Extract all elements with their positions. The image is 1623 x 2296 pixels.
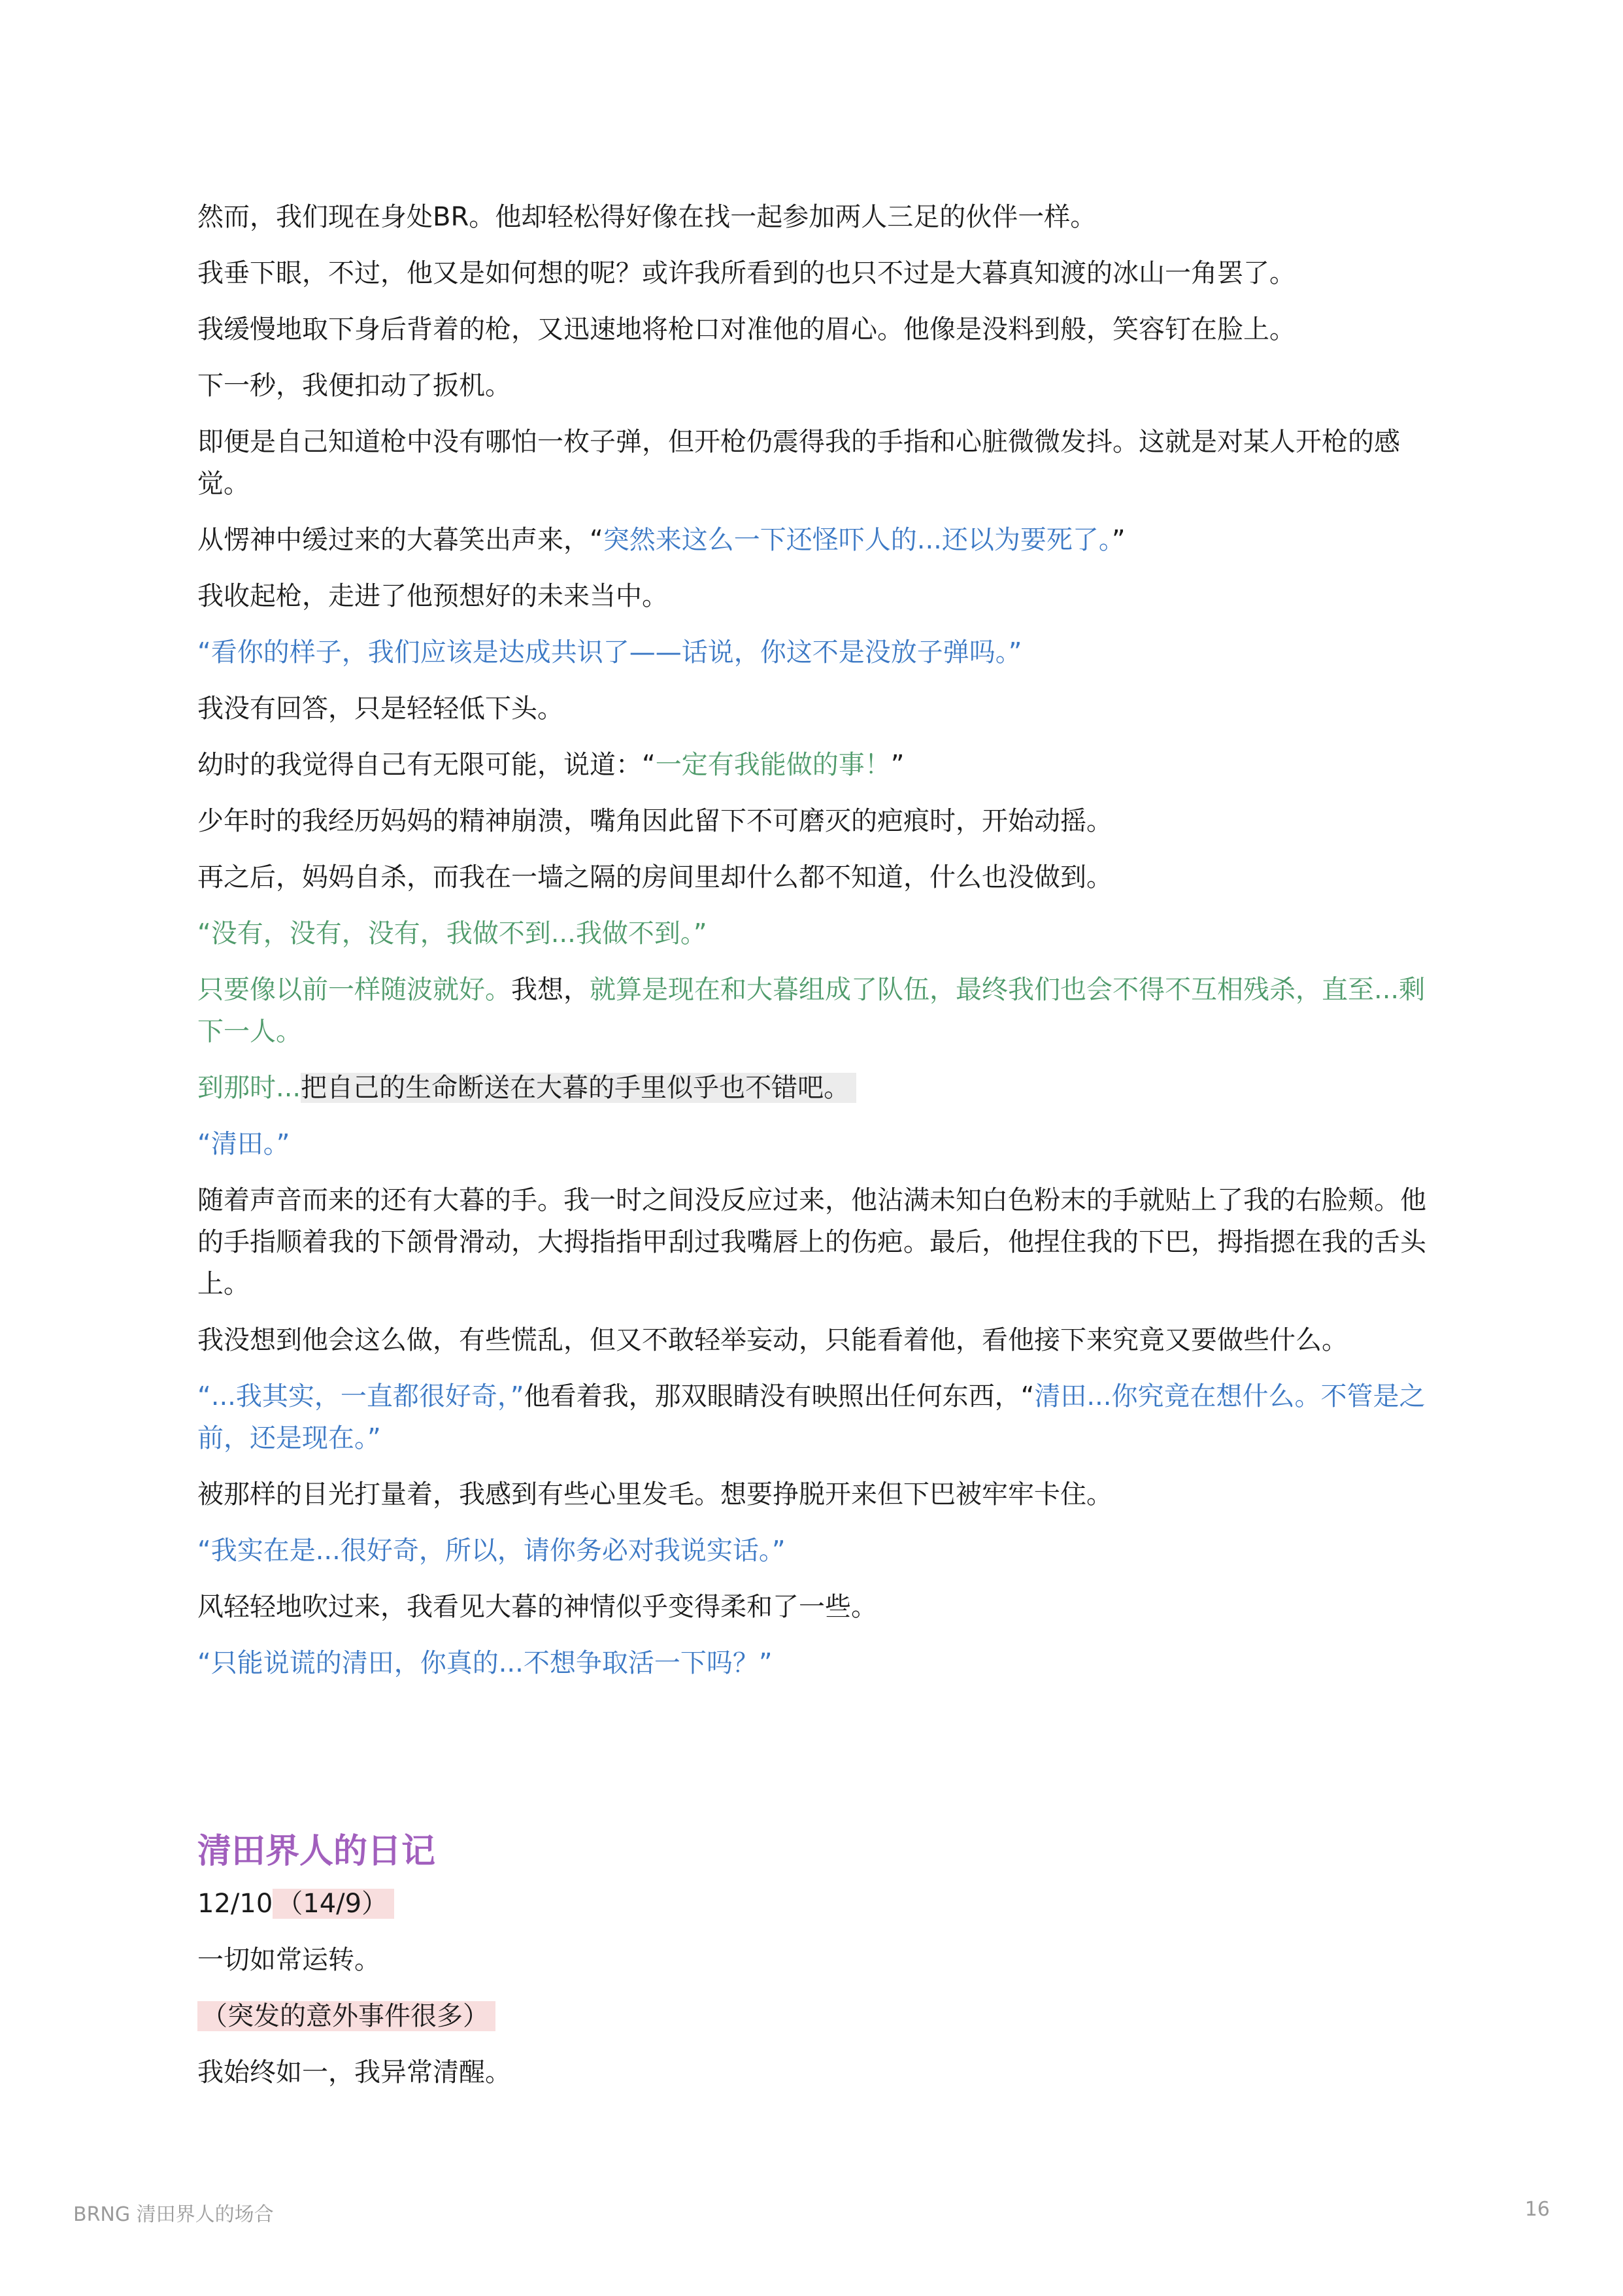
diary-line: 我始终如一，我异常清醒。	[197, 2057, 511, 2087]
dialogue-text: “我实在是...很好奇，所以，请你务必对我说实话。”	[197, 1536, 786, 1566]
story-paragraph	[197, 196, 1439, 238]
story-paragraph	[197, 309, 1439, 350]
narration-text: 即便是自己知道枪中没有哪怕一枚子弹，但开枪仍震得我的手指和心脏微微发抖。这就是对某人开枪的感觉。	[197, 427, 1400, 499]
story-paragraph	[197, 913, 1439, 954]
inner-thought-text: 就算是现在和大暮组成了队伍，最终我们也会不得不互相残杀，直至...剩下一人。	[197, 975, 1426, 1047]
diary-date: 12/10	[197, 1889, 273, 1919]
inner-thought-text: 只要像以前一样随波就好。	[197, 975, 511, 1005]
narration-text: 我收起枪，走进了他预想好的未来当中。	[197, 581, 668, 611]
story-paragraph	[197, 1179, 1439, 1305]
diary-date-note: （14/9）	[273, 1889, 394, 1919]
narration-text: 他看着我，那双眼睛没有映照出任何东西，“	[524, 1381, 1035, 1411]
story-paragraph	[197, 1319, 1439, 1361]
story-paragraph	[197, 800, 1439, 842]
dialogue-text: 清田...你究竟在想什么。不管是之前，还是现在。”	[197, 1381, 1426, 1453]
narration-text: ”	[1111, 525, 1126, 555]
story-paragraph	[197, 632, 1439, 673]
story-paragraph	[197, 1474, 1439, 1515]
narration-text: 然而，我们现在身处BR。他却轻松得好像在找一起参加两人三足的伙伴一样。	[197, 202, 1097, 232]
story-text	[197, 196, 1439, 1684]
footer-title: BRNG 清田界人的场合	[73, 2203, 274, 2226]
narration-text: 下一秒，我便扣动了扳机。	[197, 371, 511, 401]
narration-text: 我想，	[511, 975, 590, 1005]
story-paragraph	[197, 688, 1439, 730]
narration-text: 幼时的我觉得自己有无限可能，说道：“	[197, 750, 656, 780]
narration-text: 从愣神中缓过来的大暮笑出声来，“	[197, 525, 603, 555]
narration-text: 再之后，妈妈自杀，而我在一墙之隔的房间里却什么都不知道，什么也没做到。	[197, 862, 1113, 892]
narration-text: 我没想到他会这么做，有些慌乱，但又不敢轻举妄动，只能看着他，看他接下来究竟又要做些什么。	[197, 1325, 1348, 1355]
diary-note: （突发的意外事件很多）	[197, 2001, 495, 2031]
story-paragraph	[197, 1642, 1439, 1684]
dialogue-text: “...我其实，一直都很好奇，”	[197, 1381, 524, 1411]
narration-text: ”	[890, 750, 905, 780]
narration-text: 随着声音而来的还有大暮的手。我一时之间没反应过来，他沾满未知白色粉末的手就贴上了我的右脸颊。他的手指顺着我的下颌骨滑动，大拇指指甲刮过我嘴唇上的伤疤。最后，他捏住我的下巴，拇指摁在我的舌头上。	[197, 1185, 1426, 1299]
dialogue-text: “清田。”	[197, 1129, 290, 1159]
story-paragraph	[197, 969, 1439, 1053]
story-paragraph	[197, 1123, 1439, 1165]
diary-heading: 清田界人的日记	[197, 1832, 436, 1871]
story-paragraph	[197, 1586, 1439, 1628]
narration-text: 我垂下眼，不过，他又是如何想的呢？或许我所看到的也只不过是大暮真知渡的冰山一角罢了。	[197, 258, 1296, 288]
story-paragraph	[197, 365, 1439, 407]
diary-line-highlighted	[197, 1995, 1439, 2037]
dialogue-text: “看你的样子，我们应该是达成共识了——话说，你这不是没放子弹吗。”	[197, 637, 1022, 667]
story-paragraph	[197, 252, 1439, 294]
inner-thought-text: “没有，没有，没有，我做不到...我做不到。”	[197, 919, 707, 949]
story-paragraph	[197, 1067, 1439, 1109]
dialogue-text: “只能说谎的清田，你真的...不想争取活一下吗？”	[197, 1648, 773, 1678]
narration-text: 少年时的我经历妈妈的精神崩溃，嘴角因此留下不可磨灭的疤痕时，开始动摇。	[197, 806, 1113, 836]
story-paragraph	[197, 856, 1439, 898]
narration-text: 被那样的目光打量着，我感到有些心里发毛。想要挣脱开来但下巴被牢牢卡住。	[197, 1479, 1113, 1510]
story-paragraph	[197, 519, 1439, 561]
story-paragraph	[197, 1376, 1439, 1459]
inner-thought-text: 到那时...	[197, 1073, 301, 1103]
diary-line: 一切如常运转。	[197, 1945, 380, 1975]
dialogue-text: 突然来这么一下还怪吓人的...还以为要死了。	[603, 525, 1112, 555]
story-paragraph	[197, 744, 1439, 786]
document-body	[197, 196, 1439, 2108]
story-paragraph	[197, 421, 1439, 505]
page-footer	[73, 2198, 1550, 2227]
narration-text: 我缓慢地取下身后背着的枪，又迅速地将枪口对准他的眉心。他像是没料到般，笑容钉在脸上。	[197, 314, 1296, 345]
page-number: 16	[1524, 2198, 1550, 2221]
inner-thought-text: 一定有我能做的事！	[655, 750, 891, 780]
narration-text: 风轻轻地吹过来，我看见大暮的神情似乎变得柔和了一些。	[197, 1592, 877, 1622]
diary-date-line	[197, 1883, 1439, 1925]
narration-text: 我没有回答，只是轻轻低下头。	[197, 694, 563, 724]
story-paragraph	[197, 575, 1439, 617]
story-paragraph	[197, 1530, 1439, 1572]
narration-text: 把自己的生命断送在大暮的手里似乎也不错吧。	[301, 1073, 856, 1103]
